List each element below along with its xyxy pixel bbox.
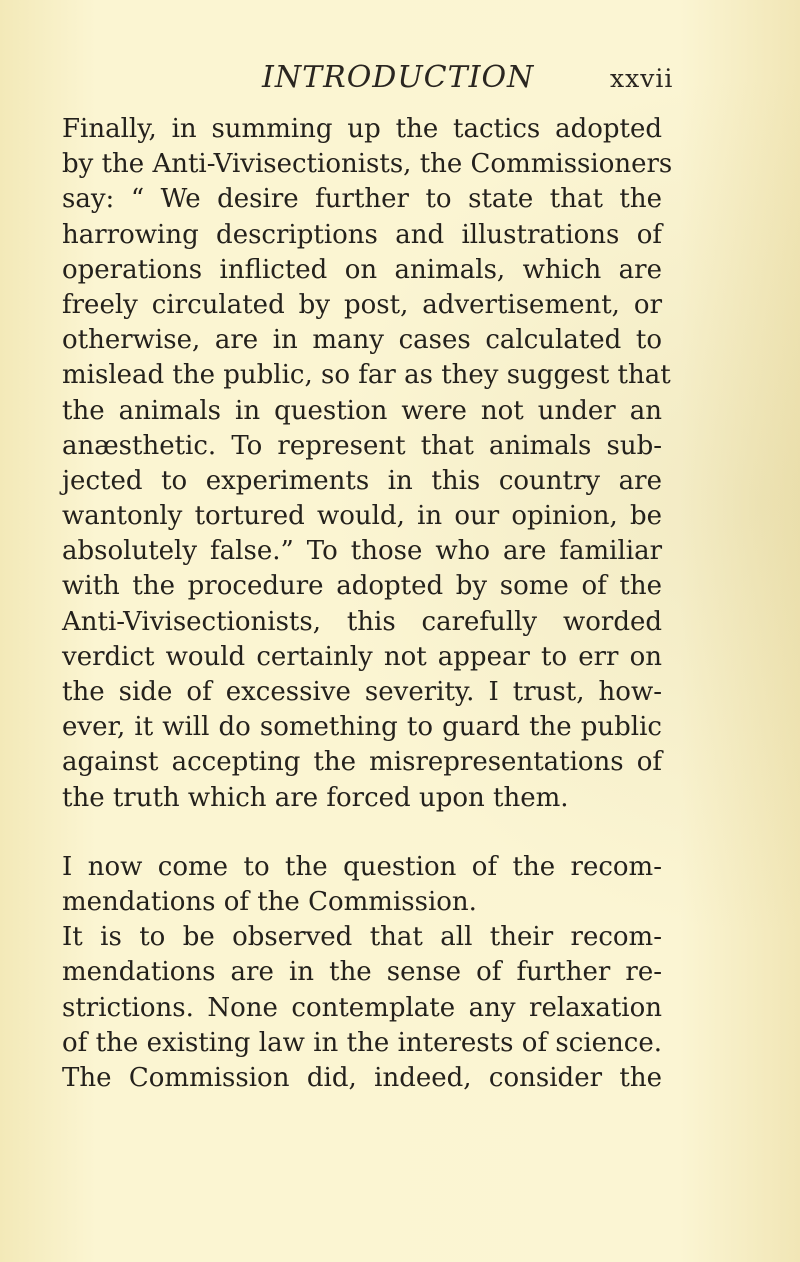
text-line: mendations are in the sense of further re- xyxy=(62,957,662,988)
text-line: Finally, in summing up the tactics adopted xyxy=(62,114,662,144)
text-line: It is to be observed that all their recom- xyxy=(62,922,662,953)
body-text xyxy=(62,112,673,1096)
text-line: operations inflicted on animals, which are xyxy=(62,254,662,285)
text-line: the truth which are forced upon them. xyxy=(62,782,569,813)
text-line: against accepting the misrepresentations of xyxy=(62,747,662,778)
text-line: strictions. None contemplate any relaxation xyxy=(62,992,662,1023)
text-line: absolutely false.” To those who are familiar xyxy=(62,536,662,567)
text-line: mendations of the Commission. xyxy=(62,886,477,917)
text-line: ever, it will do something to guard the public xyxy=(62,712,662,743)
text-line: the animals in question were not under an xyxy=(62,395,662,426)
text-line: the side of excessive severity. I trust, how- xyxy=(62,677,662,707)
text-line: verdict would certainly not appear to err on xyxy=(62,641,662,672)
text-line: by the Anti-Vivisectionists, the Commissioners xyxy=(62,149,673,180)
text-line: anæsthetic. To represent that animals sub- xyxy=(62,430,662,461)
page-header xyxy=(0,60,800,100)
text-line: I now come to the question of the recom- xyxy=(62,851,662,882)
text-line: jected to experiments in this country are xyxy=(62,465,662,496)
text-line: The Commission did, indeed, consider the xyxy=(62,1062,662,1093)
text-line: with the procedure adopted by some of the xyxy=(62,571,662,602)
text-line: Anti-Vivisectionists, this carefully worded xyxy=(62,606,662,637)
paragraph-gap xyxy=(62,816,662,850)
text-line: say: “ We desire further to state that the xyxy=(62,184,662,215)
text-line: of the existing law in the interests of science. xyxy=(62,1027,662,1058)
text-line: otherwise, are in many cases calculated to xyxy=(62,325,662,356)
text-line: wantonly tortured would, in our opinion, be xyxy=(62,501,662,532)
running-title: INTRODUCTION xyxy=(262,60,535,95)
text-line: harrowing descriptions and illustrations of xyxy=(62,219,662,250)
text-line: mislead the public, so far as they suggest that xyxy=(62,360,671,391)
text-line: freely circulated by post, advertisement, or xyxy=(62,289,662,320)
page-number: xxvii xyxy=(610,64,674,93)
